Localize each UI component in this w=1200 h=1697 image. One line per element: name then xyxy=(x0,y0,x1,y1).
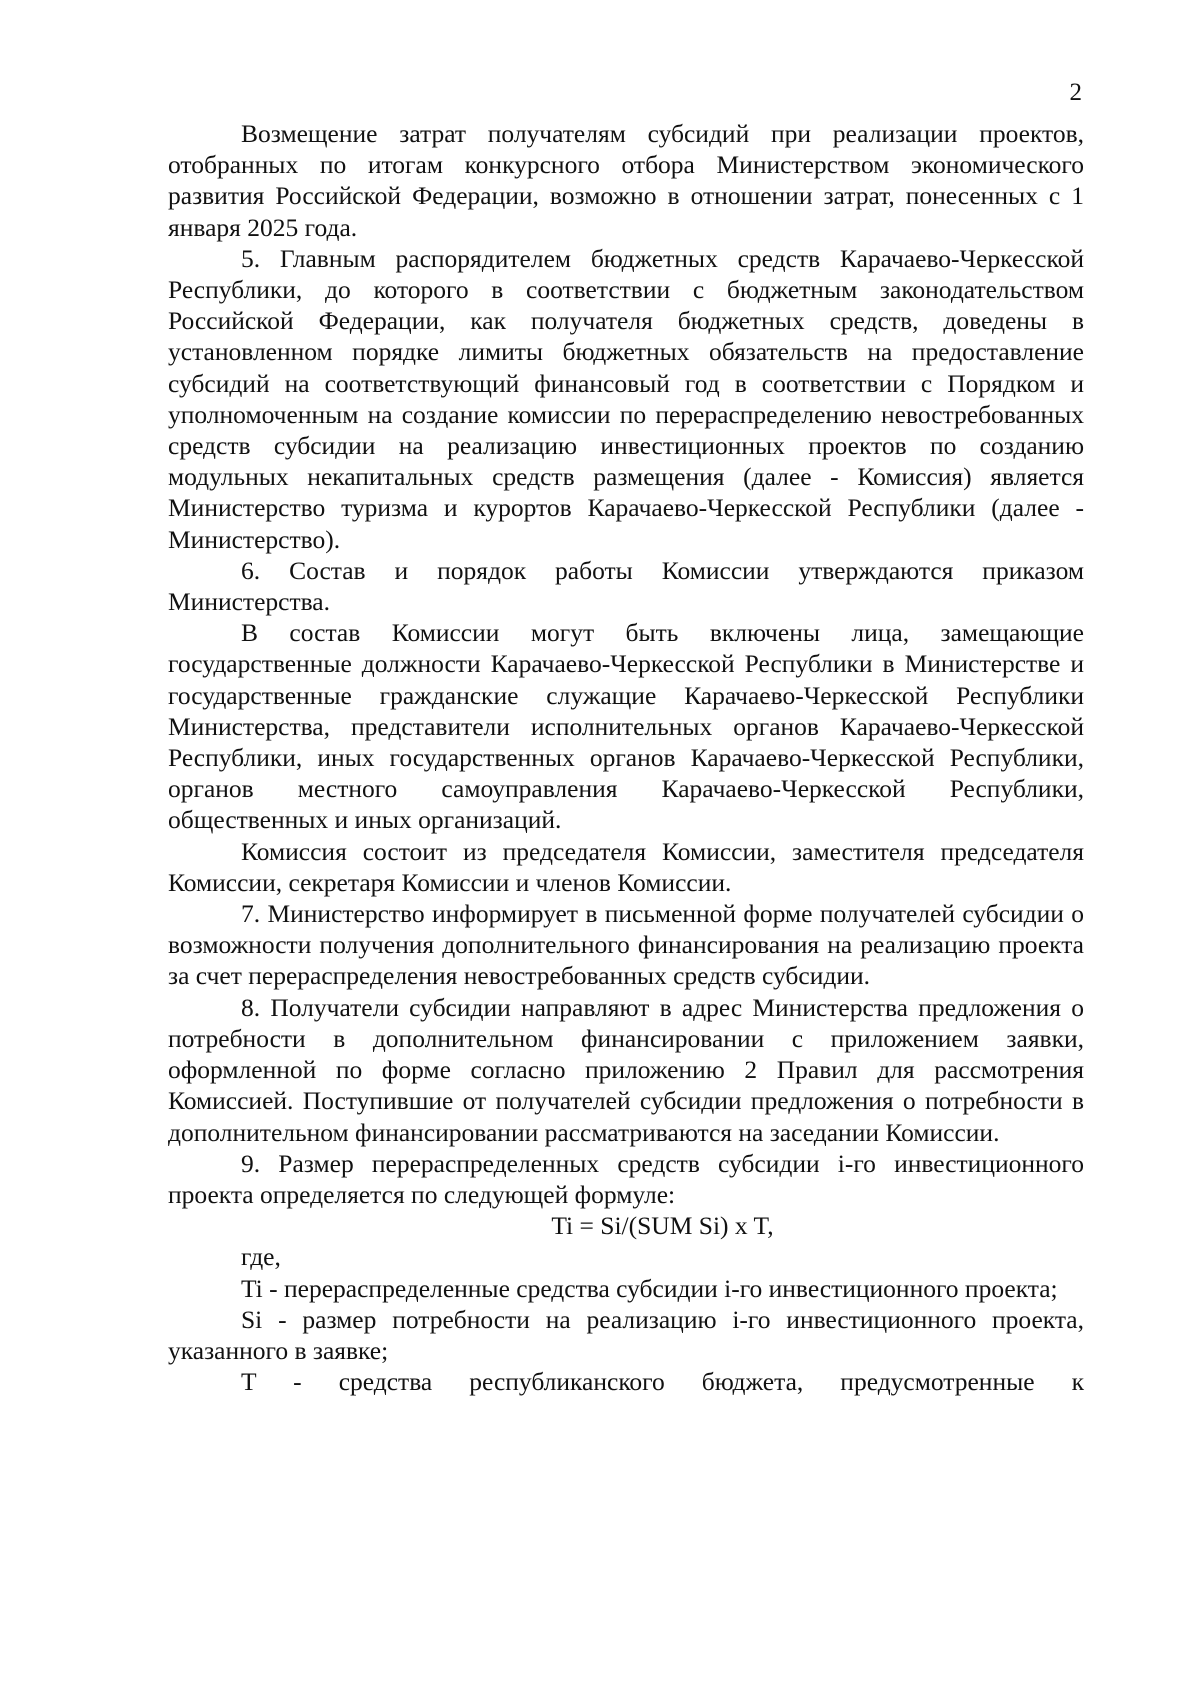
paragraph-item-5: 5. Главным распорядителем бюджетных средств Карачаево-Черкесской Республики, до которого в соответствии с бюджетным законодательством Российской Федерации, как получателя бюджетных средств, доведены в установленном порядке лимиты бюджетных обязательств на предоставление субсидий на соответствующий финансовый год в соответствии с Порядком и уполномоченным на создание комиссии по перераспределению невостребованных средств субсидии на реализацию инвестиционных проектов по созданию модульных некапитальных средств размещения (далее - Комиссия) является Министерство туризма и курортов Карачаево-Черкесской Республики (далее - Министерство). xyxy=(168,243,1084,554)
document-body xyxy=(168,118,1084,1397)
paragraph-item-6: 6. Состав и порядок работы Комиссии утверждаются приказом Министерства. xyxy=(168,555,1084,617)
formula: Ti = Si/(SUM Si) x T, xyxy=(551,1211,774,1241)
paragraph-commission-structure: Комиссия состоит из председателя Комиссии, заместителя председателя Комиссии, секретаря Комиссии и членов Комиссии. xyxy=(168,836,1084,897)
paragraph-item-7: 7. Министерство информирует в письменной форме получателей субсидии о возможности получения дополнительного финансирования на реализацию проекта за счет перераспределения невостребованных средств субсидии. xyxy=(168,899,1084,991)
page-number: 2 xyxy=(1069,79,1082,106)
definition-t: T - средства республиканского бюджета, предусмотренные к xyxy=(241,1367,1084,1397)
definition-ti: Ti - перераспределенные средства субсидии i-го инвестиционного проекта; xyxy=(241,1273,1058,1303)
paragraph-item-9: 9. Размер перераспределенных средств субсидии i-го инвестиционного проекта определяется по следующей формуле: xyxy=(168,1148,1084,1209)
paragraph-commission-members: В состав Комиссии могут быть включены лица, замещающие государственные должности Карачаево-Черкесской Республики в Министерстве и государственные гражданские служащие Карачаево-Черкесской Республики Министерства, представители исполнительных органов Карачаево-Черкесской Республики, иных государственных органов Карачаево-Черкесской Республики, органов местного самоуправления Карачаево-Черкесской Республики, общественных и иных организаций. xyxy=(168,618,1084,835)
definition-where: где, xyxy=(241,1242,281,1272)
paragraph-cost-reimbursement: Возмещение затрат получателям субсидий при реализации проектов, отобранных по итогам конкурсного отбора Министерством экономического развития Российской Федерации, возможно в отношении затрат, понесенных с 1 января 2025 года. xyxy=(168,119,1084,242)
paragraph-item-8: 8. Получатели субсидии направляют в адрес Министерства предложения о потребности в дополнительном финансировании с приложением заявки, оформленной по форме согласно приложению 2 Правил для рассмотрения Комиссией. Поступившие от получателей субсидии предложения о потребности в дополнительном финансировании рассматриваются на заседании Комиссии. xyxy=(168,992,1084,1147)
definition-si: Si - размер потребности на реализацию i-го инвестиционного проекта, указанного в заявке; xyxy=(168,1304,1084,1365)
